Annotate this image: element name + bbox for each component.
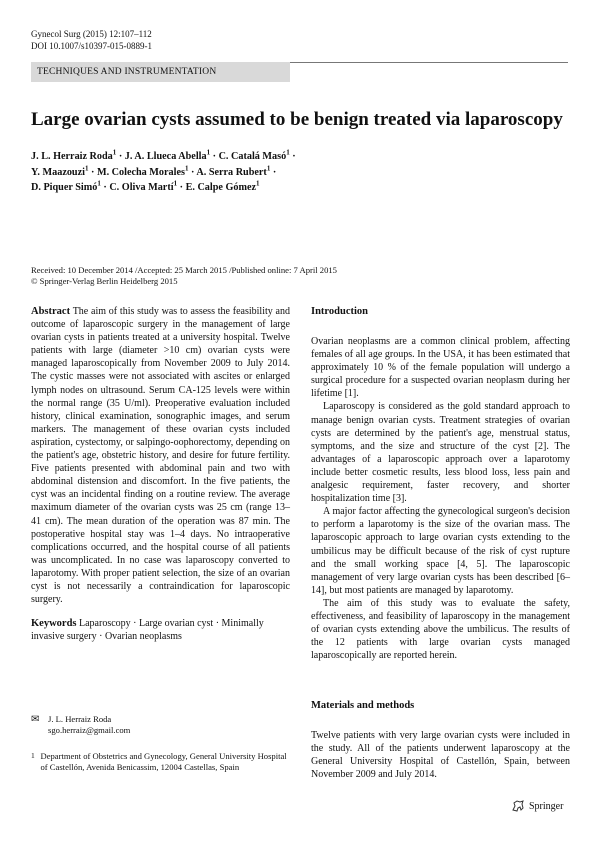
author-separator: · [188,166,197,178]
author-affiliation-mark: 1 [206,148,211,157]
author-affiliation-mark: 1 [266,164,271,173]
intro-paragraph: The aim of this study was to evaluate the safety, effectiveness, and feasibility of laparoscopy in the management of ovarian cysts extending above the umbilicus. The results of the 12 patients with large ovarian cysts managed laparoscopically are reported herein. [311,597,570,662]
author-affiliation-mark: 1 [97,179,101,188]
author-name[interactable]: Y. Maazouzi [31,166,85,178]
abstract-text: The aim of this study was to assess the feasibility and outcome of laparoscopic surgery in the management of large ovarian cysts in patients treated at a university hospital. Twelve patients with large (diameter >10 cm) ovarian cysts were managed laparoscopically from November 2009 to July 2014. The cystic masses were not associated with ascites or enlarged lymph nodes on ultrasound. Serum CA-125 levels were within the normal range (35 U/ml). Preoperative evaluation included history, clinical examination, sonographic images, and serum markers. The management of these ovarian cysts included aspiration, cystectomy, or salpingo-oophorectomy, depending on the patient's age, obstetric history, and desire for future fertility. Five patients presented with abdominal pain and two with abdominal distension and discomfort. In the five patients, the cyst was an incidental finding on a routine review. The average maximum diameter of the ovarian cysts was 25 cm (range 13–41 cm). The mean duration of the operation was 87 min. The postoperative hospital stay was 1–4 days. No intraoperative complications occurred, and the hospital course of all patients was uncomplicated. In no case was laparoscopy converted to laparotomy. With proper patient selection, the size of an ovarian cyst is not necessarily a contraindication for laparoscopic surgery. [31,306,290,606]
methods-body [311,729,570,781]
corresponding-email[interactable]: sgo.herraiz@gmail.com [48,725,131,735]
article-title: Large ovarian cysts assumed to be benign treated via laparoscopy [31,109,563,130]
affiliation [31,751,290,773]
doi[interactable]: DOI 10.1007/s10397-015-0889-1 [31,41,152,51]
introduction-body [311,335,570,662]
author-name[interactable]: D. Piquer Simó [31,182,98,193]
author-separator: · [289,151,296,162]
author-affiliation-mark: 1 [173,179,178,188]
author-affiliation-mark: 1 [256,179,260,188]
author-separator: · [88,166,97,178]
abstract [31,305,290,606]
keywords-text: Laparoscopy · Large ovarian cyst · Minimally invasive surgery · Ovarian neoplasms [31,618,264,642]
author-name[interactable]: C. Oliva Martí [109,182,174,193]
publisher-logo [511,800,563,812]
affiliation-number: 1 [31,751,35,760]
introduction-heading: Introduction [311,306,368,317]
section-label: TECHNIQUES AND INSTRUMENTATION [37,67,217,77]
author-affiliation-mark: 1 [184,164,189,173]
affiliation-text: Department of Obstetrics and Gynecology, General University Hospital of Castellón, Avenida Benicassim, 12004 Castellas, Spain [40,751,287,772]
header-rule [290,62,568,63]
author-separator: · [116,151,125,162]
methods-paragraph: Twelve patients with very large ovarian cysts were included in the study. All of the patients underwent laparoscopy at the General University Hospital of Castellón, Spain, between November 2009 and July 2014. [311,730,570,781]
author-line [31,149,571,165]
author-affiliation-mark: 1 [112,148,117,157]
keywords-heading: Keywords [31,618,77,629]
author-affiliation-mark: 1 [84,164,89,173]
article-history: Received: 10 December 2014 /Accepted: 25 March 2015 /Published online: 7 April 2015 [31,265,337,275]
author-name[interactable]: A. Serra Rubert [196,166,267,178]
author-name[interactable]: E. Calpe Gómez [185,182,257,193]
intro-paragraph: Ovarian neoplasms are a common clinical problem, affecting females of all age groups. In the USA, it has been estimated that approximately 10 % of the female population will undergo a surgical procedure for a suspected ovarian neoplasm during her lifetime [1]. [311,336,570,400]
section-band [31,62,290,82]
article-dates [31,265,337,287]
methods [311,699,570,712]
abstract-heading: Abstract [31,306,71,317]
author-separator: · [100,182,110,193]
intro-paragraph: A major factor affecting the gynecological surgeon's decision to perform a laparotomy is the size of the ovarian mass. The laparoscopic approach to large ovarian cysts extending to the umbilicus may be difficult because of the risk of cyst rupture and the small working space [4, 5]. The laparoscopic management of very large ovarian cysts has been described [6–14], but most patients are managed by laparotomy. [311,506,570,596]
author-name[interactable]: J. A. Llueca Abella [124,151,207,162]
methods-heading: Materials and methods [311,700,415,711]
intro-paragraph: Laparoscopy is considered as the gold standard approach to manage benign ovarian cysts. Treatment strategies of ovarian cysts are determined by the patient's age, menstrual status, symptoms, and the size and structure of the cyst [2]. The advantages of a laparoscopic approach over a laparotomy include better cosmetic results, less blood loss, less pain and analgesic requirement, faster recovery, and shorter hospitalization time [3]. [311,401,570,505]
author-line [31,165,571,181]
author-name[interactable]: C. Catalá Masó [218,151,287,162]
author-separator: · [177,182,186,193]
publisher-name: Springer [529,800,564,812]
springer-horse-icon [511,800,525,812]
corresponding-author: J. L. Herraiz Roda [48,714,112,724]
author-separator: · [270,166,277,178]
author-affiliation-mark: 1 [286,148,290,157]
copyright: © Springer-Verlag Berlin Heidelberg 2015 [31,276,178,286]
correspondence [31,714,290,736]
author-name[interactable]: J. L. Herraiz Roda [31,151,113,162]
journal-citation: Gynecol Surg (2015) 12:107–112 [31,29,152,39]
introduction [311,305,570,318]
author-list [31,149,571,196]
author-separator: · [210,151,219,162]
author-name[interactable]: M. Colecha Morales [96,166,185,178]
envelope-icon: ✉ [31,714,40,725]
author-line [31,180,571,196]
keywords [31,617,290,643]
